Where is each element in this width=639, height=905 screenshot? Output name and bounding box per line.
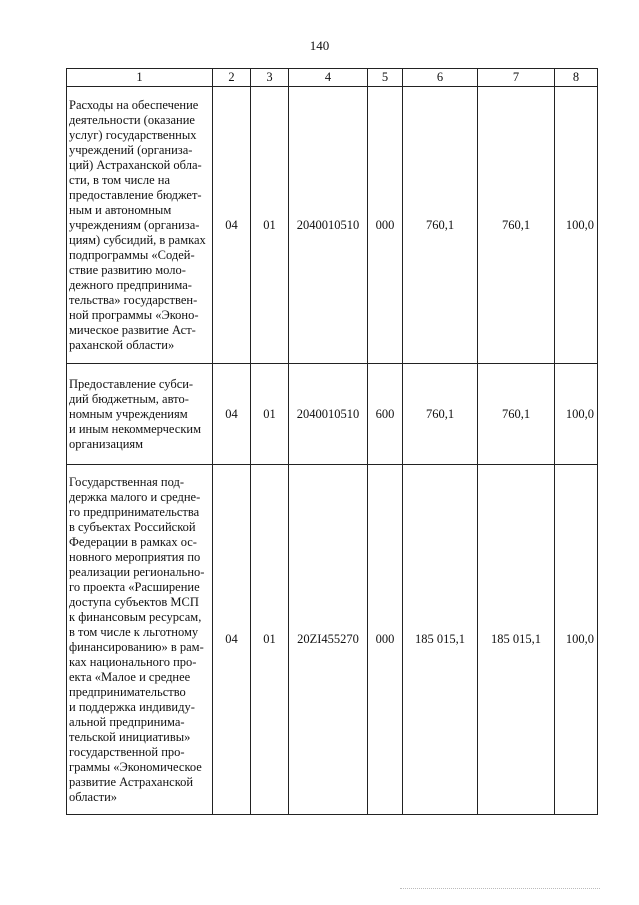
section-code: 04 bbox=[213, 87, 251, 364]
planned-amount: 185 015,1 bbox=[403, 465, 478, 815]
subsection-code: 01 bbox=[251, 364, 289, 465]
target-article-code: 20ZI455270 bbox=[289, 465, 368, 815]
expense-type-code: 000 bbox=[368, 465, 403, 815]
column-header: 1 bbox=[67, 69, 213, 87]
scan-artifact-line bbox=[400, 888, 600, 890]
execution-percent: 100,0 bbox=[555, 465, 598, 815]
header-row bbox=[67, 69, 598, 87]
table-row bbox=[67, 87, 598, 364]
executed-amount: 760,1 bbox=[478, 364, 555, 465]
column-header: 3 bbox=[251, 69, 289, 87]
column-header: 8 bbox=[555, 69, 598, 87]
section-code: 04 bbox=[213, 364, 251, 465]
column-header: 2 bbox=[213, 69, 251, 87]
target-article-code: 2040010510 bbox=[289, 364, 368, 465]
column-header: 6 bbox=[403, 69, 478, 87]
table-row bbox=[67, 364, 598, 465]
planned-amount: 760,1 bbox=[403, 364, 478, 465]
executed-amount: 760,1 bbox=[478, 87, 555, 364]
row-description: Предоставление субси- дий бюджетным, авто- номным учреждениям и иным некоммерческим организациям bbox=[67, 364, 213, 465]
planned-amount: 760,1 bbox=[403, 87, 478, 364]
budget-table bbox=[66, 68, 598, 815]
subsection-code: 01 bbox=[251, 465, 289, 815]
expense-type-code: 000 bbox=[368, 87, 403, 364]
column-header: 5 bbox=[368, 69, 403, 87]
section-code: 04 bbox=[213, 465, 251, 815]
column-header: 4 bbox=[289, 69, 368, 87]
page-number: 140 bbox=[309, 38, 330, 53]
column-header: 7 bbox=[478, 69, 555, 87]
executed-amount: 185 015,1 bbox=[478, 465, 555, 815]
execution-percent: 100,0 bbox=[555, 87, 598, 364]
execution-percent: 100,0 bbox=[555, 364, 598, 465]
expense-type-code: 600 bbox=[368, 364, 403, 465]
subsection-code: 01 bbox=[251, 87, 289, 364]
row-description: Расходы на обеспечение деятельности (оказание услуг) государственных учреждений (организа- ций) Астраханской обла- сти, в том числе на предоставление бюджет- ным и автономным учреждениям (организа- циям) субсидий, в рамках подпрограммы «Содей- ствие развитию моло- дежного предпринима- тельства» государствен- ной программы «Эконо- мическое развитие Аст- раханской области» bbox=[67, 87, 213, 364]
table-row bbox=[67, 465, 598, 815]
target-article-code: 2040010510 bbox=[289, 87, 368, 364]
row-description: Государственная под- держка малого и средне- го предпринимательства в субъектах Российской Федерации в рамках ос- новного мероприятия по реализации регионально- го проекта «Расширение доступа субъектов МСП к финансовым ресурсам, в том числе к льготному финансированию» в рам- ках национального про- екта «Малое и среднее предпринимательство и поддержка индивиду- альной предпринима- тельской инициативы» государственной про- граммы «Экономическое развитие Астраханской области» bbox=[67, 465, 213, 815]
